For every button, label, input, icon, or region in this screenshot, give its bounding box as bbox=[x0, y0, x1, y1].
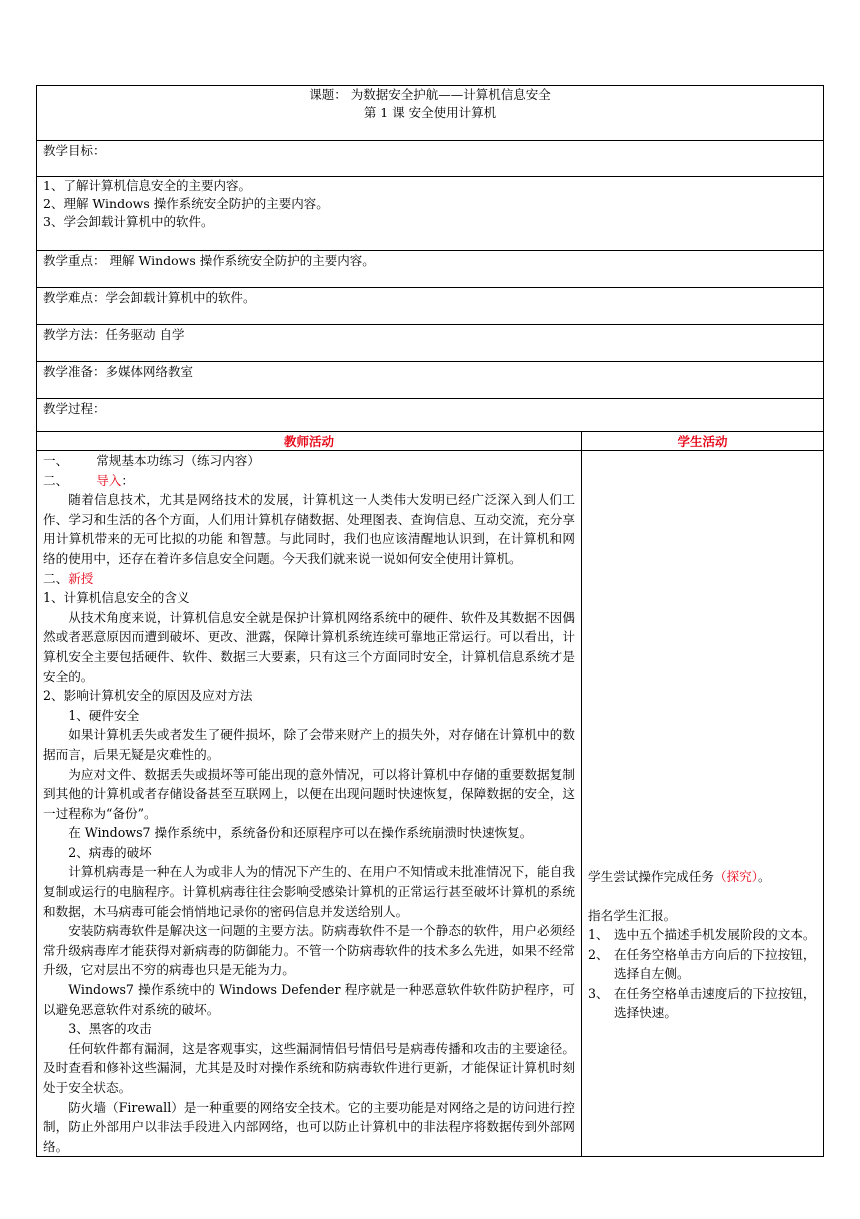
section-heading: 1、计算机信息安全的含义 bbox=[43, 590, 190, 606]
objective-item: 2、理解 Windows 操作系统安全防护的主要内容。 bbox=[43, 196, 329, 211]
objective-item: 1、了解计算机信息安全的主要内容。 bbox=[43, 178, 251, 193]
section-paragraph: 安装防病毒软件是解决这一问题的主要方法。防病毒软件不是一个静态的软件，用户必须经常升级病毒库才能获得对新病毒的防御能力。不管一个防病毒软件的技术多么先进，如果不经常升级，它对层出不穷的病毒也只是无能为力。 bbox=[43, 923, 575, 978]
new-lesson-heading: 二、新授 bbox=[43, 570, 94, 586]
intro-heading: 二、 导入： bbox=[43, 472, 134, 488]
teaching-preparation: 教学准备：多媒体网络教室 bbox=[37, 362, 824, 399]
teacher-activity-header: 教师活动 bbox=[37, 432, 582, 451]
objective-item: 3、学会卸载计算机中的软件。 bbox=[43, 214, 214, 229]
subsection-heading: 2、病毒的破坏 bbox=[68, 844, 152, 860]
student-step: 1、 选中五个描述手机发展阶段的文本。 bbox=[588, 927, 816, 942]
section-paragraph: 防火墙（Firewall）是一种重要的网络安全技术。它的主要功能是对网络之是的访问进行控制，防止外部用户以非法手段进入内部网络，也可以防止计算机中的非法程序将数据传到外部网络。 bbox=[43, 1099, 575, 1154]
lesson-plan-table bbox=[36, 85, 824, 1157]
teacher-activity-content bbox=[37, 451, 582, 1157]
difficulty: 教学难点：学会卸载计算机中的软件。 bbox=[37, 288, 824, 325]
subsection-heading: 1、硬件安全 bbox=[68, 707, 140, 723]
title-cell bbox=[37, 86, 824, 141]
lesson-topic: 课题： 为数据安全护航——计算机信息安全 bbox=[309, 87, 551, 102]
teaching-method: 教学方法：任务驱动 自学 bbox=[37, 325, 824, 362]
section-heading: 2、影响计算机安全的原因及应对方法 bbox=[43, 688, 253, 704]
key-focus: 教学重点： 理解 Windows 操作系统安全防护的主要内容。 bbox=[37, 251, 824, 288]
subsection-heading: 3、黑客的攻击 bbox=[68, 1021, 152, 1037]
student-step: 3、 在任务空格单击速度后的下拉按钮，选择快速。 bbox=[588, 985, 816, 1020]
section-paragraph: 从技术角度来说，计算机信息安全就是保护计算机网络系统中的硬件、软件及其数据不因偶然或者恶意原因而遭到破坏、更改、泄露，保障计算机系统连续可靠地正常运行。可以看出，计算机安全主要包括硬件、软件、数据三大要素，只有这三个方面同时安全，计算机信息系统才是安全的。 bbox=[43, 609, 575, 684]
student-activity-header: 学生活动 bbox=[582, 432, 824, 451]
process-label: 教学过程： bbox=[37, 399, 824, 432]
section-paragraph: Windows7 操作系统中的 Windows Defender 程序就是一种恶意软件软件防护程序，可以避免恶意软件对系统的破坏。 bbox=[43, 982, 575, 1017]
objectives-label: 教学目标： bbox=[37, 141, 824, 177]
section-paragraph: 任何软件都有漏洞，这是客观事实，这些漏洞情侣号情侣号是病毒传播和攻击的主要途径。及时查看和修补这些漏洞，尤其是及时对操作系统和防病毒软件进行更新，才能保证计算机时刻处于安全状态。 bbox=[43, 1040, 575, 1095]
section-paragraph: 为应对文件、数据丢失或损坏等可能出现的意外情况，可以将计算机中存储的重要数据复制到其他的计算机或者存储设备甚至互联网上，以便在出现问题时快速恢复，保障数据的安全，这一过程称为“备份”。 bbox=[43, 766, 575, 821]
section-paragraph: 如果计算机丢失或者发生了硬件损坏，除了会带来财产上的损失外，对存储在计算机中的数据而言，后果无疑是灾难性的。 bbox=[43, 727, 575, 762]
student-report: 指名学生汇报。 bbox=[588, 907, 677, 923]
student-step: 2、 在任务空格单击方向后的下拉按钮，选择自左侧。 bbox=[588, 946, 816, 981]
warmup-line: 一、 常规基本功练习（练习内容） bbox=[43, 453, 260, 468]
student-activity-content bbox=[582, 451, 824, 1157]
student-task: 学生尝试操作完成任务（探究）。 bbox=[588, 869, 771, 884]
lesson-subtitle: 第 1 课 安全使用计算机 bbox=[363, 105, 497, 120]
section-paragraph: 在 Windows7 操作系统中，系统备份和还原程序可以在操作系统崩溃时快速恢复。 bbox=[68, 825, 533, 841]
section-paragraph: 计算机病毒是一种在人为或非人为的情况下产生的、在用户不知情或未批准情况下，能自我复制或运行的电脑程序。计算机病毒往往会影响受感染计算机的正常运行甚至破坏计算机的系统和数据，木马病毒可能会悄悄地记录你的密码信息并发送给别人。 bbox=[43, 864, 575, 919]
intro-paragraph: 随着信息技术，尤其是网络技术的发展，计算机这一人类伟大发明已经广泛深入到人们工作、学习和生活的各个方面，人们用计算机存储数据、处理图表、查询信息、互动交流，充分享用计算机带来的无可比拟的功能 和智慧。与此同时，我们也应该清醒地认识到，在计算机和网络的使用中，还存在着许多信息安全问题。今天我们就来说一说如何安全使用计算机。 bbox=[43, 492, 575, 566]
objectives-list bbox=[37, 177, 824, 251]
